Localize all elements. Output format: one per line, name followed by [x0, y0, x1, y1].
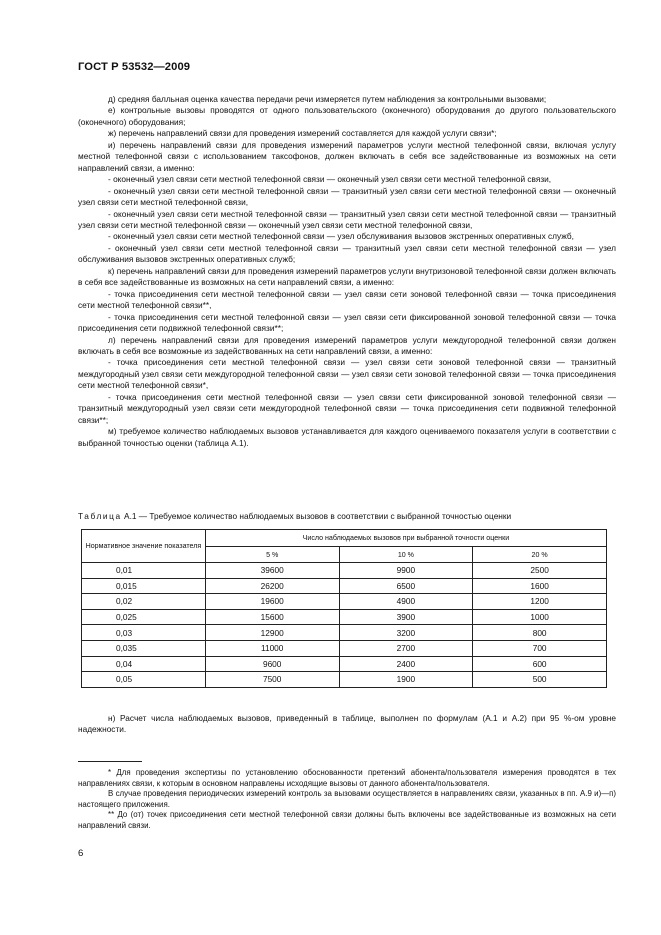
table-row	[82, 656, 607, 672]
table-cell: 600	[473, 656, 607, 672]
footnote-1-continued: В случае проведения периодических измерений контроль за вызовами осуществляется в направлениях связи, указанных в пп. А.9 и)—п) настоящего приложения.	[78, 789, 616, 809]
table-caption-text: А.1 — Требуемое количество наблюдаемых вызовов в соответствии с выбранной точностью оценки	[121, 511, 512, 521]
list-item: - оконечный узел связи сети местной телефонной связи — транзитный узел связи сети местной телефонной связи — транзитный узел связи сети местной телефонной связи — оконечный узел связи сети местной телефонной связи,	[78, 208, 616, 230]
table-cell: 0,03	[82, 625, 206, 641]
table-row	[82, 640, 607, 656]
table-cell: 19600	[205, 594, 339, 610]
table-cell: 700	[473, 640, 607, 656]
header-normative-value: Нормативное значение показателя	[82, 530, 206, 563]
header-col-5: 5 %	[205, 547, 339, 563]
table-row	[82, 578, 607, 594]
calls-table	[81, 529, 607, 688]
table-row	[82, 609, 607, 625]
table-cell: 0,025	[82, 609, 206, 625]
list-item: - оконечный узел связи сети местной телефонной связи — транзитный узел связи сети местной телефонной связи — оконечный узел связи сети местной телефонной связи,	[78, 185, 616, 208]
table-cell: 1900	[339, 672, 473, 688]
table-cell: 12900	[205, 625, 339, 641]
list-item: - оконечный узел связи сети местной телефонной связи — оконечный узел связи сети местной телефонной связи,	[108, 174, 552, 185]
table-cell: 3200	[339, 625, 473, 641]
list-item: - точка присоединения сети местной телефонной связи — узел связи сети фиксированной зоновой телефонной связи — точка присоединения сети подвижной телефонной связи**;	[78, 311, 616, 334]
table-cell: 39600	[205, 563, 339, 579]
table-cell: 2500	[473, 563, 607, 579]
paragraph-d: д) средняя балльная оценка качества передачи речи измеряется путем наблюдения за контрольными вызовами;	[108, 94, 547, 104]
list-item: - точка присоединения сети местной телефонной связи — узел связи сети зоновой телефонной связи — транзитный междугородный узел связи сети междугородной телефонной связи — узел связи сети зоновой телефонной связи — точка присоединения сети местной телефонной связи*,	[78, 357, 616, 391]
list-item: - оконечный узел связи сети местной телефонной связи — транзитный узел связи сети местной телефонной связи — узел обслуживания вызовов экстренных оперативных служб;	[78, 242, 616, 265]
paragraph-zh: ж) перечень направлений связи для проведения измерений составляется для каждой услуги связи*;	[108, 128, 497, 139]
after-table-text	[78, 713, 616, 736]
paragraph-e: е) контрольные вызовы проводятся от одного пользовательского (оконечного) оборудования до другого пользовательского (оконечного) оборудования;	[78, 105, 616, 127]
table-cell: 6500	[339, 578, 473, 594]
paragraph-i: и) перечень направлений связи для проведения измерений параметров услуги местной телефонной связи, включая услугу местной телефонной связи с использованием таксофонов, должен включать в себя все задействованные из возможных на сети направлений связи, а именно:	[78, 139, 616, 173]
header-col-10: 10 %	[339, 547, 473, 563]
footnote-divider	[78, 761, 142, 762]
table-row	[82, 594, 607, 610]
table-cell: 9600	[205, 656, 339, 672]
page-number: 6	[78, 848, 84, 859]
list-item: - оконечный узел связи сети местной телефонной связи — узел обслуживания вызовов экстренных оперативных служб,	[108, 231, 574, 242]
table-cell: 0,04	[82, 656, 206, 672]
main-text	[78, 94, 616, 449]
paragraph-l: л) перечень направлений связи для проведения измерений параметров услуги междугородной телефонной связи должен включать в себя все возможные из задействованных на сети направлений связи, а именно:	[78, 334, 616, 356]
table-cell: 1200	[473, 594, 607, 610]
table-cell: 500	[473, 672, 607, 688]
table-cell: 0,01	[82, 563, 206, 579]
table-cell: 2400	[339, 656, 473, 672]
footnotes	[78, 768, 616, 832]
table-cell: 26200	[205, 578, 339, 594]
table-cell: 0,015	[82, 578, 206, 594]
table-cell: 11000	[205, 640, 339, 656]
table-cell: 15600	[205, 609, 339, 625]
table-cell: 0,05	[82, 672, 206, 688]
table-cell: 3900	[339, 609, 473, 625]
paragraph-m: м) требуемое количество наблюдаемых вызовов устанавливается для каждого оцениваемого показателя услуги в соответствии с выбранной точностью оценки (таблица А.1).	[78, 426, 616, 448]
table-cell: 4900	[339, 594, 473, 610]
table-cell: 9900	[339, 563, 473, 579]
table-cell: 1000	[473, 609, 607, 625]
table-caption-label: Таблица	[78, 511, 122, 521]
table-row	[82, 563, 607, 579]
header-col-20: 20 %	[473, 547, 607, 563]
table-row	[82, 625, 607, 641]
list-item: - точка присоединения сети местной телефонной связи — узел связи сети фиксированной зоновой телефонной связи — транзитный междугородный узел связи сети междугородной телефонной связи — точка присоединения сети подвижной телефонной связи**;	[78, 391, 616, 425]
document-header: ГОСТ Р 53532—2009	[78, 61, 191, 73]
table-cell: 7500	[205, 672, 339, 688]
table-cell: 0,035	[82, 640, 206, 656]
header-group: Число наблюдаемых вызовов при выбранной точности оценки	[205, 530, 606, 547]
table-cell: 800	[473, 625, 607, 641]
table-caption	[78, 511, 618, 522]
footnote-2: ** До (от) точек присоединения сети местной телефонной связи должны быть включены все задействованные из возможных на сети направлений связи.	[78, 810, 616, 830]
table-cell: 1600	[473, 578, 607, 594]
list-item: - точка присоединения сети местной телефонной связи — узел связи сети зоновой телефонной связи — точка присоединения сети местной телефонной связи**,	[78, 288, 616, 311]
table-cell: 0,02	[82, 594, 206, 610]
paragraph-k: к) перечень направлений связи для проведения измерений параметров услуги внутризоновой телефонной связи должен включать в себя все задействованные из возможных на сети направлений связи, а именно:	[78, 265, 616, 288]
paragraph-n: н) Расчет числа наблюдаемых вызовов, приведенный в таблице, выполнен по формулам (А.1 и А.2) при 95 %-ом уровне надежности.	[78, 713, 616, 735]
footnote-1: * Для проведения экспертизы по установлению обоснованности претензий абонента/пользователя измерения проводятся в тех направлениях связи, к которым в основном направлены исходящие вызовы от данного абонента/пользователя.	[78, 768, 616, 788]
table-cell: 2700	[339, 640, 473, 656]
table-row	[82, 672, 607, 688]
